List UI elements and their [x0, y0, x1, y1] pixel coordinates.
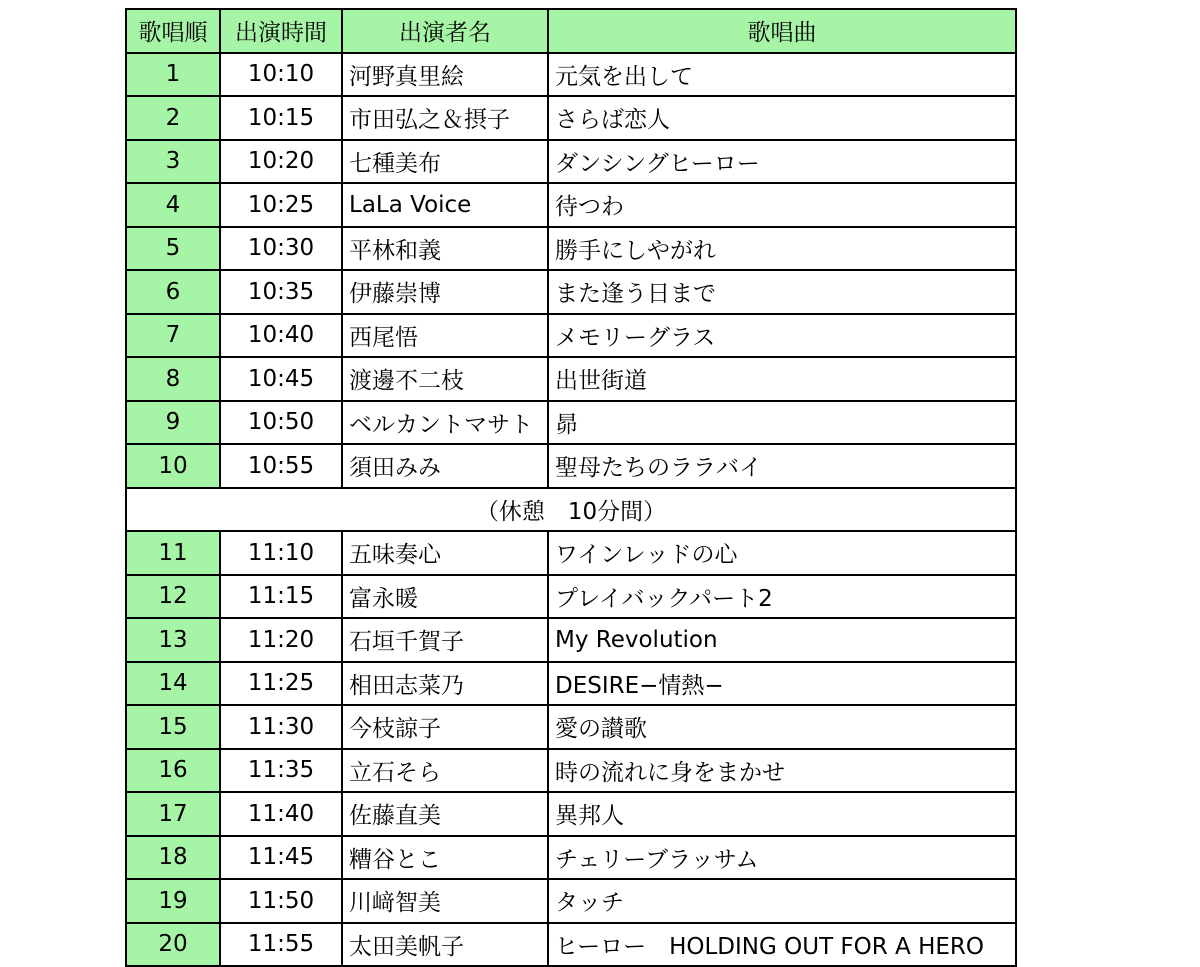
table-row	[126, 444, 1016, 488]
table-row	[126, 618, 1016, 662]
song-cell: 時の流れに身をまかせ	[548, 749, 1016, 793]
order-cell: 4	[126, 183, 220, 227]
song-cell: 異邦人	[548, 792, 1016, 836]
performer-cell: 渡邊不二枝	[342, 357, 548, 401]
order-cell: 11	[126, 531, 220, 575]
order-cell: 12	[126, 575, 220, 619]
order-cell: 2	[126, 96, 220, 140]
time-cell: 10:40	[220, 314, 342, 358]
performer-cell: 佐藤直美	[342, 792, 548, 836]
schedule-table	[125, 8, 1017, 967]
time-cell: 10:55	[220, 444, 342, 488]
table-row	[126, 879, 1016, 923]
time-cell: 11:55	[220, 923, 342, 967]
song-cell: DESIRE−情熱−	[548, 662, 1016, 706]
table-row	[126, 53, 1016, 97]
performer-cell: 須田みみ	[342, 444, 548, 488]
time-cell: 10:50	[220, 401, 342, 445]
song-cell: プレイバックパート2	[548, 575, 1016, 619]
header-order: 歌唱順	[126, 9, 220, 53]
order-cell: 20	[126, 923, 220, 967]
time-cell: 10:45	[220, 357, 342, 401]
order-cell: 15	[126, 705, 220, 749]
order-cell: 17	[126, 792, 220, 836]
order-cell: 18	[126, 836, 220, 880]
performer-cell: 今枝諒子	[342, 705, 548, 749]
time-cell: 10:10	[220, 53, 342, 97]
order-cell: 16	[126, 749, 220, 793]
performer-cell: 七種美布	[342, 140, 548, 184]
table-row	[126, 183, 1016, 227]
time-cell: 11:30	[220, 705, 342, 749]
song-cell: 昴	[548, 401, 1016, 445]
time-cell: 11:25	[220, 662, 342, 706]
schedule-body	[126, 53, 1016, 967]
order-cell: 10	[126, 444, 220, 488]
performer-cell: 糟谷とこ	[342, 836, 548, 880]
performer-cell: 市田弘之＆摂子	[342, 96, 548, 140]
order-cell: 6	[126, 270, 220, 314]
table-row	[126, 401, 1016, 445]
performer-cell: 川﨑智美	[342, 879, 548, 923]
table-row	[126, 314, 1016, 358]
time-cell: 11:15	[220, 575, 342, 619]
time-cell: 10:35	[220, 270, 342, 314]
time-cell: 11:20	[220, 618, 342, 662]
song-cell: 愛の讃歌	[548, 705, 1016, 749]
song-cell: ダンシングヒーロー	[548, 140, 1016, 184]
performer-cell: 西尾悟	[342, 314, 548, 358]
time-cell: 10:30	[220, 227, 342, 271]
order-cell: 7	[126, 314, 220, 358]
song-cell: 待つわ	[548, 183, 1016, 227]
time-cell: 10:15	[220, 96, 342, 140]
order-cell: 13	[126, 618, 220, 662]
order-cell: 19	[126, 879, 220, 923]
song-cell: 出世街道	[548, 357, 1016, 401]
order-cell: 1	[126, 53, 220, 97]
performer-cell: 太田美帆子	[342, 923, 548, 967]
song-cell: また逢う日まで	[548, 270, 1016, 314]
table-row	[126, 140, 1016, 184]
table-row	[126, 270, 1016, 314]
table-row	[126, 357, 1016, 401]
performer-cell: 富永暖	[342, 575, 548, 619]
header-time: 出演時間	[220, 9, 342, 53]
song-cell: My Revolution	[548, 618, 1016, 662]
time-cell: 11:40	[220, 792, 342, 836]
table-row	[126, 96, 1016, 140]
song-cell: チェリーブラッサム	[548, 836, 1016, 880]
header-song: 歌唱曲	[548, 9, 1016, 53]
performer-cell: 立石そら	[342, 749, 548, 793]
song-cell: さらば恋人	[548, 96, 1016, 140]
performer-cell: 石垣千賀子	[342, 618, 548, 662]
break-row	[126, 488, 1016, 532]
order-cell: 9	[126, 401, 220, 445]
song-cell: 勝手にしやがれ	[548, 227, 1016, 271]
order-cell: 8	[126, 357, 220, 401]
performer-cell: 伊藤崇博	[342, 270, 548, 314]
time-cell: 10:25	[220, 183, 342, 227]
table-row	[126, 662, 1016, 706]
performer-cell: 五味奏心	[342, 531, 548, 575]
performer-cell: 相田志菜乃	[342, 662, 548, 706]
song-cell: ヒーロー HOLDING OUT FOR A HERO	[548, 923, 1016, 967]
header-row	[126, 9, 1016, 53]
performer-cell: 河野真里絵	[342, 53, 548, 97]
performer-cell: LaLa Voice	[342, 183, 548, 227]
table-row	[126, 836, 1016, 880]
header-performer: 出演者名	[342, 9, 548, 53]
time-cell: 11:45	[220, 836, 342, 880]
table-row	[126, 749, 1016, 793]
song-cell: ワインレッドの心	[548, 531, 1016, 575]
table-row	[126, 575, 1016, 619]
break-label: （休憩 10分間）	[126, 488, 1016, 532]
song-cell: メモリーグラス	[548, 314, 1016, 358]
performer-cell: 平林和義	[342, 227, 548, 271]
table-row	[126, 792, 1016, 836]
song-cell: タッチ	[548, 879, 1016, 923]
performer-cell: ベルカントマサト	[342, 401, 548, 445]
song-cell: 元気を出して	[548, 53, 1016, 97]
order-cell: 14	[126, 662, 220, 706]
time-cell: 11:10	[220, 531, 342, 575]
table-row	[126, 227, 1016, 271]
table-row	[126, 923, 1016, 967]
table-row	[126, 531, 1016, 575]
time-cell: 11:50	[220, 879, 342, 923]
time-cell: 11:35	[220, 749, 342, 793]
time-cell: 10:20	[220, 140, 342, 184]
song-cell: 聖母たちのララバイ	[548, 444, 1016, 488]
table-row	[126, 705, 1016, 749]
order-cell: 5	[126, 227, 220, 271]
order-cell: 3	[126, 140, 220, 184]
